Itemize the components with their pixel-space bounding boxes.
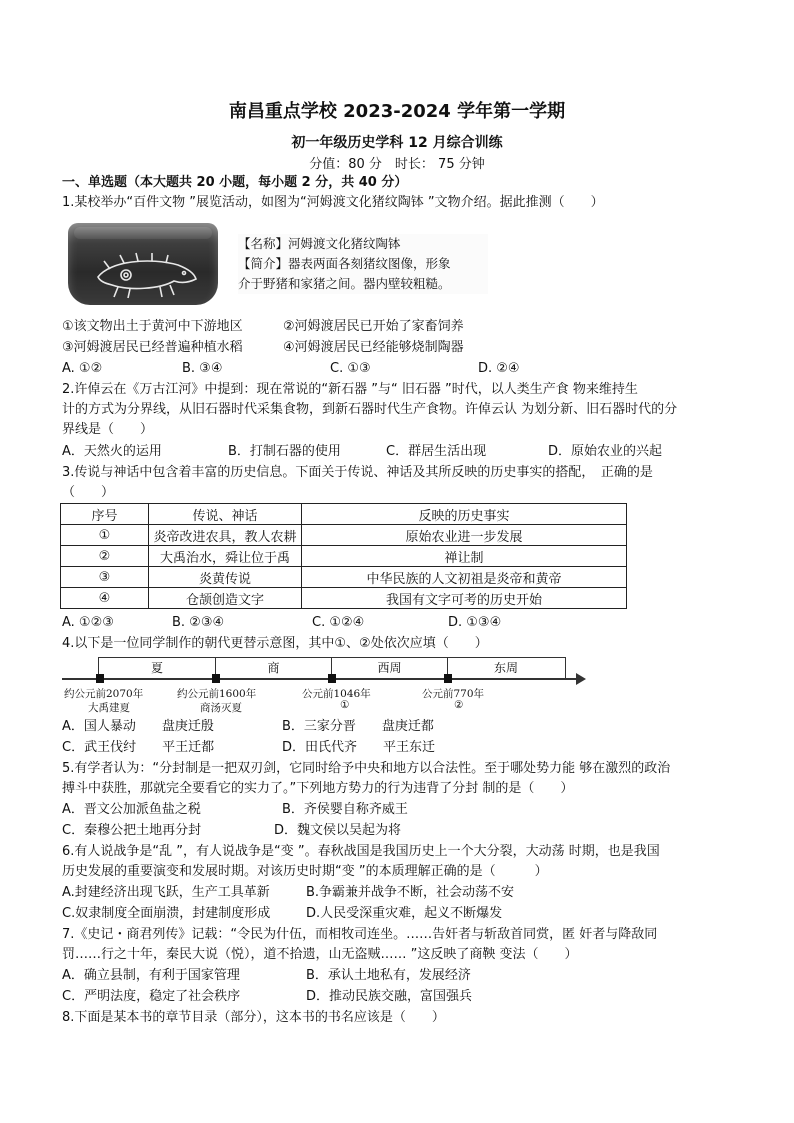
table-row — [61, 567, 627, 588]
timeline-blank-2: ② — [454, 699, 464, 711]
q6-option-c[interactable]: C.奴隶制度全面崩溃，封建制度形成 — [62, 906, 271, 921]
q8-stem: 8.下面是某本书的章节目录（部分），这本书的书名应该是（ ） — [62, 1010, 445, 1025]
table-cell: 我国有文字可考的历史开始 — [302, 588, 627, 609]
timeline-label: 公元前1046年 — [302, 688, 371, 700]
q3-table — [60, 503, 627, 609]
q1-statement-2: ②河姆渡居民已开始了家畜饲养 — [283, 319, 464, 334]
table-row — [61, 525, 627, 546]
table-cell: 大禹治水，舜让位于禹 — [149, 546, 302, 567]
timeline-blank-1: ① — [340, 699, 350, 711]
table-cell: ③ — [61, 567, 149, 588]
score-line: 分值：80 分 时长： 75 分钟 — [309, 157, 485, 172]
table-cell: ① — [61, 525, 149, 546]
q4-option-a[interactable]: A．国人暴动 盘庚迁殷 — [62, 719, 214, 734]
q4-option-c[interactable]: C．武王伐纣 平王迁都 — [62, 740, 215, 755]
q4-option-d[interactable]: D．田氏代齐 平王东迁 — [282, 740, 436, 755]
q3-option-d[interactable]: D. ①③④ — [448, 615, 502, 630]
q6-option-a[interactable]: A.封建经济出现飞跃，生产工具革新 — [62, 885, 270, 900]
q2-option-b[interactable]: B．打制石器的使用 — [228, 444, 341, 459]
table-row — [61, 546, 627, 567]
timeline-label: 约公元前1600年 — [177, 688, 257, 700]
q7-option-c[interactable]: C．严明法度，稳定了社会秩序 — [62, 989, 241, 1004]
timeline-label: 公元前770年 — [422, 688, 485, 700]
q5-line-2: 搏斗中获胜，那就完全要看它的实力了。”下列地方势力的行为违背了分封 制的是（ ） — [62, 781, 574, 796]
table-header-cell: 反映的历史事实 — [302, 504, 627, 525]
artifact-name: 【名称】河姆渡文化猪纹陶钵 — [238, 236, 401, 251]
q1-option-a[interactable]: A. ①② — [62, 361, 103, 376]
table-cell: ④ — [61, 588, 149, 609]
q6-option-d[interactable]: D.人民受深重灾难，起义不断爆发 — [306, 906, 503, 921]
q1-stem: 1.某校举办“百件文物 ”展览活动，如图为“河姆渡文化猪纹陶钵 ”文物介绍。据此推测（ ） — [62, 195, 604, 210]
table-cell: 炎黄传说 — [149, 567, 302, 588]
q5-option-a[interactable]: A．晋文公加派鱼盐之税 — [62, 802, 201, 817]
q7-option-b[interactable]: B．承认土地私有，发展经济 — [306, 968, 471, 983]
pottery-bowl-image — [68, 223, 218, 305]
dynasty-eastern-zhou: 东周 — [493, 661, 518, 675]
q2-line-2: 计的方式为分界线，从旧石器时代采集食物，到新石器时代生产食物。许倬云认 为划分新、旧石器时代的分 — [62, 402, 678, 417]
timeline-tick — [212, 674, 220, 683]
q3-option-c[interactable]: C. ①②④ — [312, 615, 365, 630]
dynasty-western-zhou: 西周 — [332, 658, 448, 679]
timeline-label: 约公元前2070年 — [64, 688, 144, 700]
q7-line-1: 7.《史记・商君列传》记载：“令民为什伍，而相牧司连坐。……告奸者与斩敌首同赏，匿 奸者与降敌同 — [62, 927, 658, 942]
q3-line-1: 3.传说与神话中包含着丰富的历史信息。下面关于传说、神话及其所反映的历史事实的搭配， 正确的是 — [62, 465, 653, 480]
q1-statement-4: ④河姆渡居民已经能够烧制陶器 — [283, 340, 464, 355]
timeline-arrow-icon — [576, 673, 586, 685]
q3-option-a[interactable]: A. ①②③ — [62, 615, 114, 630]
q1-statement-1: ①该文物出土于黄河中下游地区 — [62, 319, 243, 334]
q6-option-b[interactable]: B.争霸兼并战争不断，社会动荡不安 — [306, 885, 515, 900]
q5-option-d[interactable]: D．魏文侯以吴起为将 — [274, 823, 402, 838]
dynasty-shang: 商 — [216, 658, 332, 679]
artifact-info-box — [238, 234, 488, 294]
dynasty-xia: 夏 — [99, 658, 216, 679]
q3-line-2: （ ） — [62, 485, 115, 500]
table-row — [61, 588, 627, 609]
q7-option-d[interactable]: D．推动民族交融，富国强兵 — [306, 989, 473, 1004]
table-cell: ② — [61, 546, 149, 567]
artifact-intro-2: 介于野猪和家猪之间。器内壁较粗糙。 — [238, 276, 451, 291]
exam-subtitle: 初一年级历史学科 12 月综合训练 — [291, 135, 503, 151]
timeline-label: 商汤灭夏 — [200, 702, 242, 714]
table-header-cell: 序号 — [61, 504, 149, 525]
q6-line-1: 6.有人说战争是“乱 ”，有人说战争是“变 ”。春秋战国是我国历史上一个大分裂，大动荡 时期，也是我国 — [62, 844, 660, 859]
timeline-tick — [444, 674, 452, 683]
section-heading: 一、单选题（本大题共 20 小题，每小题 2 分，共 40 分） — [62, 175, 408, 190]
timeline-tick — [96, 674, 104, 683]
q4-option-b[interactable]: B．三家分晋 盘庚迁都 — [282, 719, 434, 734]
q5-line-1: 5.有学者认为：“分封制是一把双刃剑，它同时给予中央和地方以合法性。至于哪处势力能 够在激烈的政治 — [62, 761, 671, 776]
q7-option-a[interactable]: A．确立县制，有利于国家管理 — [62, 968, 240, 983]
q1-option-b[interactable]: B. ③④ — [182, 361, 223, 376]
q2-line-3: 界线是（ ） — [62, 422, 154, 437]
table-cell: 中华民族的人文初祖是炎帝和黄帝 — [302, 567, 627, 588]
q5-option-c[interactable]: C．秦穆公把土地再分封 — [62, 823, 202, 838]
q7-line-2: 罚……行之十年，秦民大说（悦），道不拾遗，山无盗贼…… ”这反映了商鞅 变法（ ） — [62, 947, 578, 962]
q3-option-b[interactable]: B. ②③④ — [172, 615, 225, 630]
table-cell: 仓颉创造文字 — [149, 588, 302, 609]
q2-line-1: 2.许倬云在《万古江河》中提到：现在常说的“新石器 ”与“ 旧石器 ”时代，以人类生产食 物来维持生 — [62, 382, 638, 397]
artifact-intro-1: 【简介】器表两面各刻猪纹图像，形象 — [238, 256, 451, 271]
q2-option-d[interactable]: D．原始农业的兴起 — [548, 444, 663, 459]
q2-option-c[interactable]: C．群居生活出现 — [386, 444, 487, 459]
table-cell: 禅让制 — [302, 546, 627, 567]
q5-option-b[interactable]: B．齐侯婴自称齐威王 — [282, 802, 408, 817]
q2-option-a[interactable]: A．天然火的运用 — [62, 444, 162, 459]
exam-title: 南昌重点学校 2023-2024 学年第一学期 — [228, 101, 566, 122]
q4-stem: 4.以下是一位同学制作的朝代更替示意图，其中①、②处依次应填（ ） — [62, 636, 488, 651]
q6-line-2: 历史发展的重要演变和发展时期。对该历史时期“变 ”的本质理解正确的是（ ） — [62, 864, 548, 879]
table-header-cell: 传说、神话 — [149, 504, 302, 525]
timeline-label: 大禹建夏 — [88, 702, 130, 714]
table-cell: 原始农业进一步发展 — [302, 525, 627, 546]
table-header-row — [61, 504, 627, 525]
pig-pattern-icon — [90, 249, 200, 299]
timeline-tick — [328, 674, 336, 683]
q1-statement-3: ③河姆渡居民已经普遍种植水稻 — [62, 340, 243, 355]
timeline-axis — [62, 678, 578, 680]
q1-option-c[interactable]: C. ①③ — [330, 361, 371, 376]
table-cell: 炎帝改进农具，教人农耕 — [149, 525, 302, 546]
q1-option-d[interactable]: D. ②④ — [478, 361, 520, 376]
